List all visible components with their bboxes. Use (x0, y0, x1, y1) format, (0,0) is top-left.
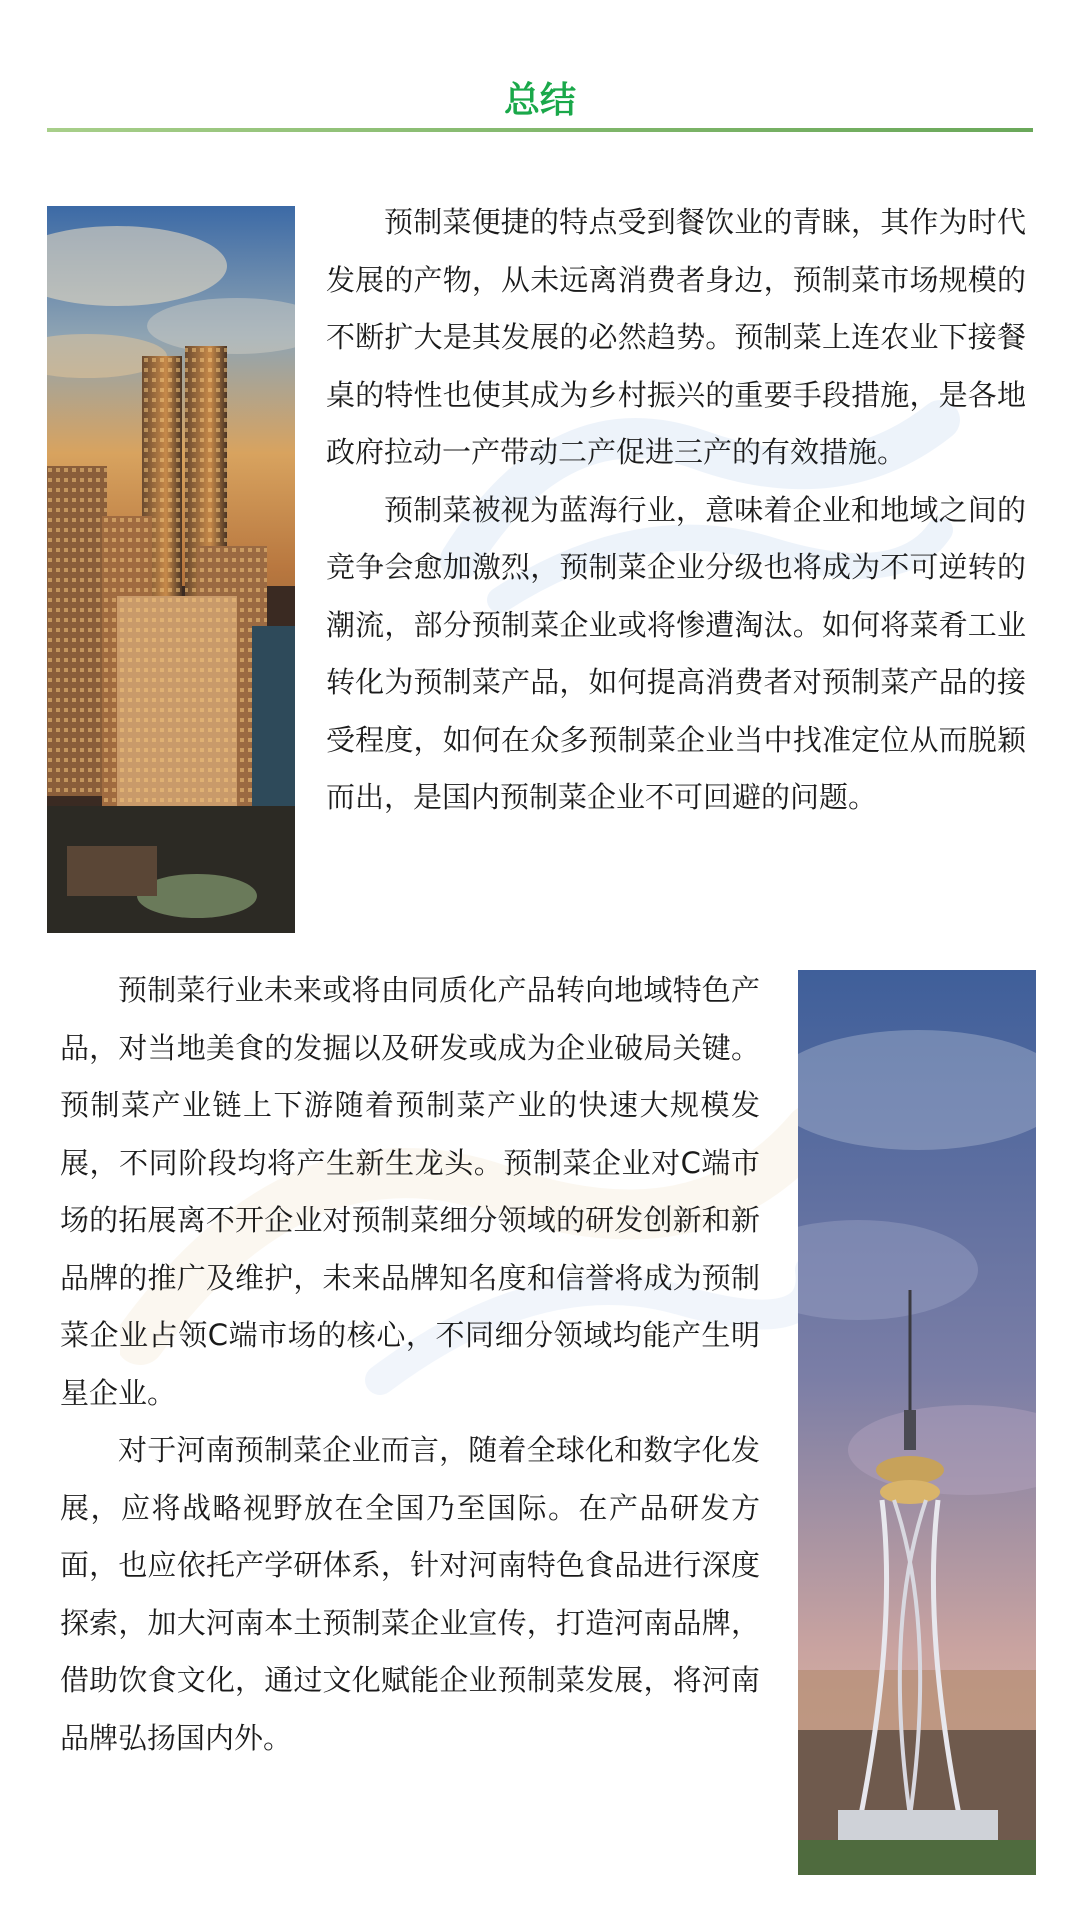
paragraph: 预制菜便捷的特点受到餐饮业的青睐，其作为时代发展的产物，从未远离消费者身边，预制菜市场规模的不断扩大是其发展的必然趋势。预制菜上连农业下接餐桌的特性也使其成为乡村振兴的重要手段措施，是各地政府拉动一产带动二产促进三产的有效措施。 (326, 205, 1026, 469)
summary-text-lower (60, 962, 760, 1767)
paragraph: 预制菜行业未来或将由同质化产品转向地域特色产品，对当地美食的发掘以及研发或成为企业破局关键。预制菜产业链上下游随着预制菜产业的快速大规模发展，不同阶段均将产生新生龙头。预制菜企业对C端市场的拓展离不开企业对预制菜细分领域的研发创新和新品牌的推广及维护，未来品牌知名度和信誉将成为预制菜企业占领C端市场的核心，不同细分领域均能产生明星企业。 (60, 973, 760, 1410)
page-title: 总结 (503, 80, 576, 121)
paragraph: 对于河南预制菜企业而言，随着全球化和数字化发展，应将战略视野放在全国乃至国际。在产品研发方面，也应依托产学研体系，针对河南特色食品进行深度探索，加大河南本土预制菜企业宣传，打造河南品牌，借助饮食文化，通过文化赋能企业预制菜发展，将河南品牌弘扬国内外。 (60, 1433, 760, 1755)
summary-text-upper (326, 194, 1026, 827)
city-skyline-photo (47, 206, 295, 933)
paragraph: 预制菜被视为蓝海行业，意味着企业和地域之间的竞争会愈加激烈，预制菜企业分级也将成为不可逆转的潮流，部分预制菜企业或将惨遭淘汰。如何将菜肴工业转化为预制菜产品，如何提高消费者对预制菜产品的接受程度，如何在众多预制菜企业当中找准定位从而脱颖而出，是国内预制菜企业不可回避的问题。 (326, 492, 1026, 814)
title-divider (47, 128, 1033, 132)
tv-tower-photo (798, 970, 1036, 1875)
